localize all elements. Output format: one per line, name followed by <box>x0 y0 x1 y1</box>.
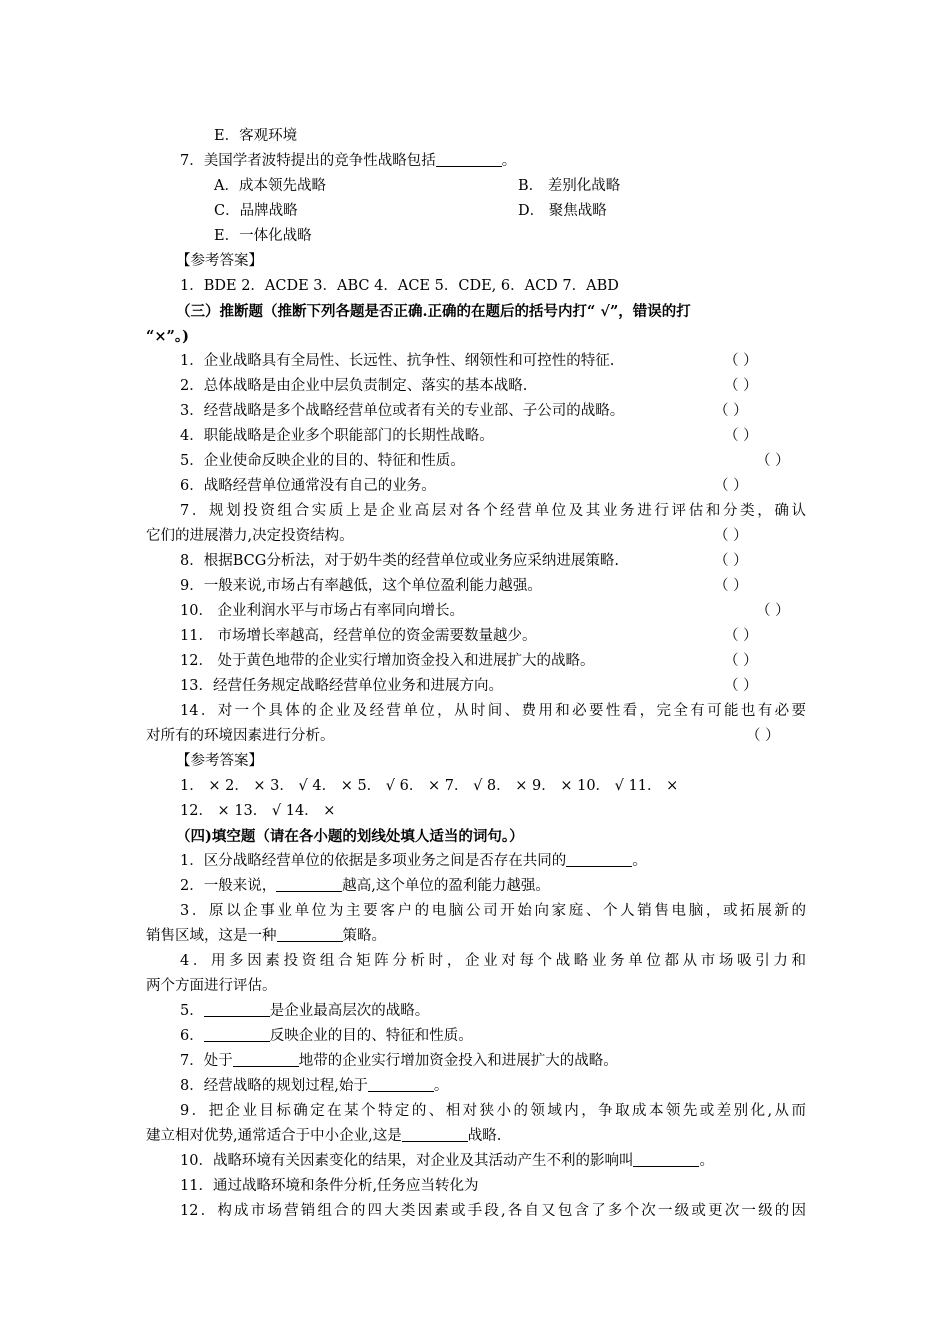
answer-blank <box>204 1000 270 1017</box>
fill-q11: 11．通过战略环境和条件分析,任务应当转化为 <box>180 1178 479 1194</box>
answer-blank <box>368 1075 434 1092</box>
answer-paren: （ ） <box>714 553 748 569</box>
fill-q7: 7．处于 地带的企业实行增加资金投入和进展扩大的战略。 <box>180 1049 840 1074</box>
fill-q2: 2．一般来说， 越高,这个单位的盈利能力越强。 <box>180 874 840 899</box>
judge-title-line1: （三）推断题（推断下列各题是否正确.正确的在题后的括号内打“ √”，错误的打 <box>176 303 691 320</box>
answer-blank <box>204 1025 270 1042</box>
question-7: 7．美国学者波特提出的竞争性战略包括 。 <box>180 149 840 174</box>
judge-item-11: 11． 市场增长率越高，经营单位的资金需要数量越少。 （ ） <box>180 624 840 649</box>
answer-paren: （ ） <box>746 728 780 744</box>
fill-q12-line1: 12．构成市场营销组合的四大类因素或手段,各自又包含了多个次一级或更次一级的因 <box>180 1203 806 1219</box>
answer-paren: （ ） <box>724 653 758 669</box>
judge-title-line2: “×”。) <box>146 328 189 345</box>
answer-paren: （ ） <box>724 678 758 694</box>
option-d: D． 聚焦战略 <box>518 203 607 219</box>
option-b: B． 差别化战略 <box>518 178 621 194</box>
fill-q9-line2: 建立相对优势,通常适合于中小企业,这是 战略. <box>146 1124 806 1149</box>
answer-blank <box>233 1050 299 1067</box>
option-a: A．成本领先战略 <box>214 178 326 194</box>
answer-blank <box>436 150 502 167</box>
judge-item-2: 2．总体战略是由企业中层负责制定、落实的基本战略. （ ） <box>180 374 840 399</box>
answer-paren: （ ） <box>714 578 748 594</box>
judge-item-10: 10． 企业利润水平与市场占有率同向增长。 （ ） <box>180 599 840 624</box>
answer-paren: （ ） <box>756 453 790 469</box>
mc-answers: 1．BDE 2．ACDE 3．ABC 4．ACE 5．CDE, 6．ACD 7．ABD <box>180 278 619 294</box>
answer-paren: （ ） <box>724 353 758 369</box>
judge-item-14-line1: 14．对一个具体的企业及经营单位，从时间、费用和必要性看，完全有可能也有必要 <box>180 703 806 719</box>
fill-q5: 5． 是企业最高层次的战略。 <box>180 999 840 1024</box>
judge-item-7-line2: 它们的进展潜力,决定投资结构。 （ ） <box>146 524 806 549</box>
answer-paren: （ ） <box>724 428 758 444</box>
option-e: E．一体化战略 <box>214 228 312 244</box>
judge-item-9: 9．一般来说,市场占有率越低，这个单位盈利能力越强。 （ ） <box>180 574 840 599</box>
judge-answer-header: 【参考答案】 <box>176 753 263 769</box>
judge-item-8: 8．根据BCG分析法，对于奶牛类的经营单位或业务应采纳进展策略. （ ） <box>180 549 840 574</box>
judge-item-12: 12． 处于黄色地带的企业实行增加资金投入和进展扩大的战略。 （ ） <box>180 649 840 674</box>
judge-item-13: 13．经营任务规定战略经营单位业务和进展方向。 （ ） <box>180 674 840 699</box>
fill-q3-line1: 3．原以企事业单位为主要客户的电脑公司开始向家庭、个人销售电脑，或拓展新的 <box>180 903 806 919</box>
answer-paren: （ ） <box>714 528 748 544</box>
judge-item-3: 3．经营战略是多个战略经营单位或者有关的专业部、子公司的战略。 （ ） <box>180 399 840 424</box>
answer-blank <box>277 925 343 942</box>
judge-item-6: 6．战略经营单位通常没有自己的业务。 （ ） <box>180 474 840 499</box>
fill-q8: 8．经营战略的规划过程,始于 。 <box>180 1074 840 1099</box>
answer-blank <box>276 875 342 892</box>
judge-item-5: 5．企业使命反映企业的目的、特征和性质。 （ ） <box>180 449 840 474</box>
judge-item-4: 4．职能战略是企业多个职能部门的长期性战略。 （ ） <box>180 424 840 449</box>
fill-q9-line1: 9．把企业目标确定在某个特定的、相对狭小的领域内，争取成本领先或差别化,从而 <box>180 1103 806 1119</box>
fill-title: （四)填空题（请在各小题的划线处填人适当的词句。） <box>176 828 524 845</box>
answer-paren: （ ） <box>756 603 790 619</box>
fill-q4-line2: 两个方面进行评估。 <box>146 978 277 994</box>
judge-item-7-line1: 7．规划投资组合实质上是企业高层对各个经营单位及其业务进行评估和分类，确认 <box>180 503 806 519</box>
answer-blank <box>566 850 632 867</box>
judge-item-14-line2: 对所有的环境因素进行分析。 （ ） <box>146 724 806 749</box>
answer-blank <box>633 1150 699 1167</box>
answer-header: 【参考答案】 <box>176 253 263 269</box>
judge-item-1: 1．企业战略具有全局性、长远性、抗争性、纲领性和可控性的特征. （ ） <box>180 349 840 374</box>
option-e-q6: E．客观环境 <box>214 128 298 144</box>
fill-q1: 1．区分战略经营单位的依据是多项业务之间是否存在共同的 。 <box>180 849 840 874</box>
options-ab <box>214 174 774 199</box>
judge-answers-line1: 1． × 2． × 3． √ 4． × 5． √ 6． × 7． √ 8． × 9． × 10． √ 11． × <box>180 778 679 794</box>
answer-blank <box>402 1125 468 1142</box>
fill-q4-line1: 4．用多因素投资组合矩阵分析时，企业对每个战略业务单位都从市场吸引力和 <box>180 953 806 969</box>
fill-q3-line2: 销售区域，这是一种 策略。 <box>146 924 806 949</box>
fill-q10: 10．战略环境有关因素变化的结果，对企业及其活动产生不利的影响叫 。 <box>180 1149 840 1174</box>
answer-paren: （ ） <box>714 478 748 494</box>
fill-q6: 6． 反映企业的目的、特征和性质。 <box>180 1024 840 1049</box>
judge-answers-line2: 12． × 13． √ 14． × <box>180 803 336 819</box>
options-cd <box>214 199 774 224</box>
answer-paren: （ ） <box>714 403 748 419</box>
answer-paren: （ ） <box>724 378 758 394</box>
answer-paren: （ ） <box>724 628 758 644</box>
question-7-stem: 7．美国学者波特提出的竞争性战略包括 <box>180 153 436 169</box>
option-c: C．品牌战略 <box>214 203 298 219</box>
